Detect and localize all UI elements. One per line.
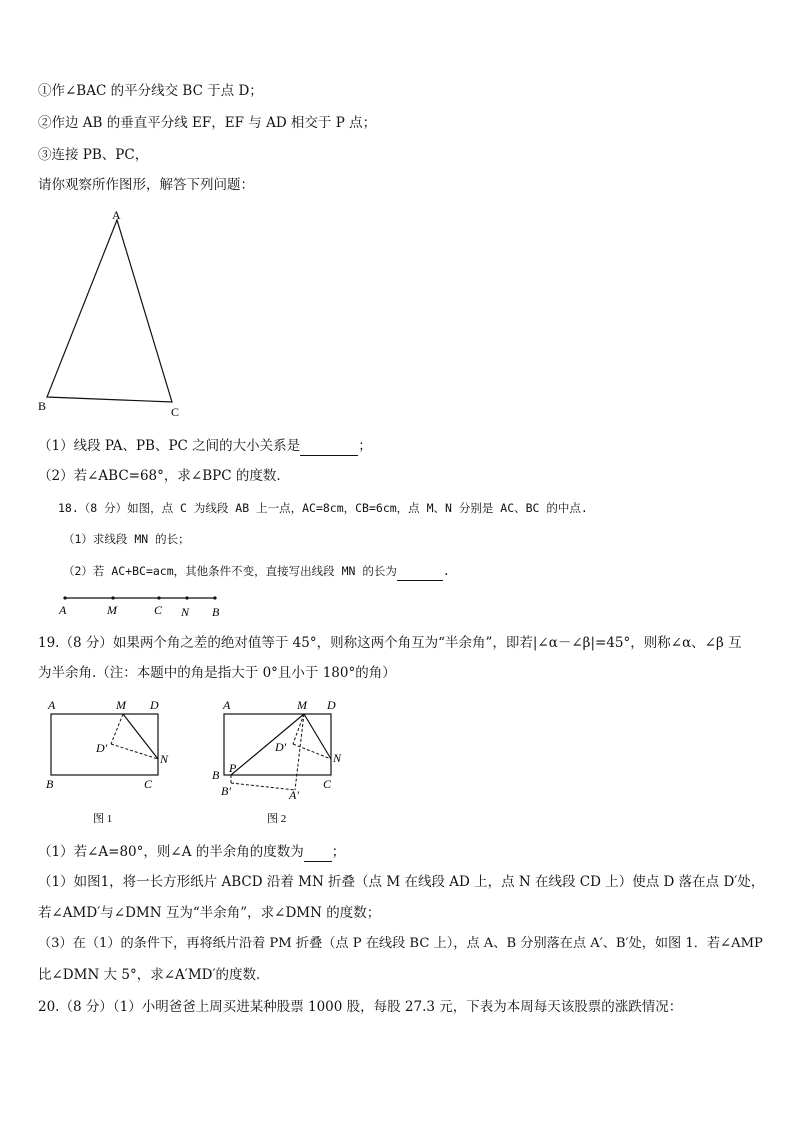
q17-step-1: ①作∠BAC 的平分线交 BC 于点 D； [38, 83, 263, 99]
q19-sub-2-line-2: 若∠AMD′与∠DMN 互为“半余角”，求∠DMN 的度数； [38, 905, 381, 921]
label-m: M [116, 698, 126, 712]
answer-blank[interactable] [304, 843, 332, 862]
q17-sub-2: （2）若∠ABC=68°，求∠BPC 的度数. [38, 468, 281, 484]
label-m: M [107, 603, 117, 617]
label-d-prime: D′ [275, 740, 287, 754]
label-a: A [223, 698, 231, 712]
label-a: A [48, 698, 56, 712]
label-c: C [171, 405, 180, 419]
label-d: D [327, 698, 336, 712]
label-n: N [160, 752, 169, 766]
label-c: C [323, 777, 332, 791]
label-b: B [212, 605, 220, 619]
answer-blank[interactable] [397, 562, 443, 581]
q19-title-line-1: 19.（8 分）如果两个角之差的绝对值等于 45°，则称这两个角互为“半余角”，即若|∠α－∠β|=45°，则称∠α、∠β 互 [38, 635, 742, 651]
label-b: B [38, 399, 47, 413]
label-b-prime: B′ [221, 784, 231, 798]
q19-sub-2-line-1: （1）如图1，将一长方形纸片 ABCD 沿着 MN 折叠（点 M 在线段 AD 上，点 N 在线段 CD 上）使点 D 落在点 D′处， [38, 874, 765, 890]
q17-sub-1: （1）线段 PA、PB、PC 之间的大小关系是 ； [38, 438, 372, 454]
q19-sub-3-line-1: （3）在（1）的条件下，再将纸片沿着 PM 折叠（点 P 在线段 BC 上），点 A、B 分别落在点 A′、B′处，如图 1．若∠AMP [38, 936, 763, 951]
segment-figure [55, 590, 230, 620]
label-a: A [112, 208, 121, 222]
q17-step-3: ③连接 PB、PC， [38, 147, 149, 163]
label-n: N [333, 751, 342, 765]
fold-figure-1 [40, 695, 190, 830]
q18-sub-2: （2）若 AC+BC=acm，其他条件不变，直接写出线段 MN 的长为 . [63, 562, 450, 581]
label-c: C [154, 603, 163, 617]
label-d: D [150, 698, 159, 712]
q17-step-2: ②作边 AB 的垂直平分线 EF，EF 与 AD 相交于 P 点； [38, 115, 377, 131]
q18-title: 18.（8 分）如图，点 C 为线段 AB 上一点，AC=8cm，CB=6cm，点 M、N 分别是 AC、BC 的中点. [58, 501, 588, 515]
figure-caption: 图 2 [267, 813, 287, 825]
answer-blank[interactable] [300, 437, 358, 456]
label-a-prime: A′ [289, 788, 299, 802]
label-c: C [144, 777, 153, 791]
q17-prompt: 请你观察所作图形，解答下列问题： [38, 177, 254, 193]
q18-sub-1: （1）求线段 MN 的长； [63, 532, 190, 546]
label-n: N [181, 605, 190, 619]
q19-title-line-2: 为半余角.（注：本题中的角是指大于 0°且小于 180°的角） [38, 665, 396, 681]
figure-caption: 图 1 [93, 813, 113, 825]
label-d-prime: D′ [96, 741, 108, 755]
label-b: B [46, 777, 54, 791]
q19-sub-3-line-2: 比∠DMN 大 5°，求∠A′MD′的度数． [38, 967, 270, 983]
triangle-abc [47, 220, 172, 402]
q20-title: 20.（8 分）（1）小明爸爸上周买进某种股票 1000 股，每股 27.3 元，下表为本周每天该股票的涨跌情况： [38, 999, 683, 1015]
fold-figure-2 [205, 695, 355, 830]
triangle-figure [30, 205, 200, 420]
label-m: M [297, 698, 307, 712]
q19-sub-1: （1）若∠A=80°，则∠A 的半余角的度数为 ； [38, 844, 346, 860]
label-a: A [59, 603, 67, 617]
label-p: P [229, 761, 237, 775]
label-b: B [212, 768, 220, 782]
